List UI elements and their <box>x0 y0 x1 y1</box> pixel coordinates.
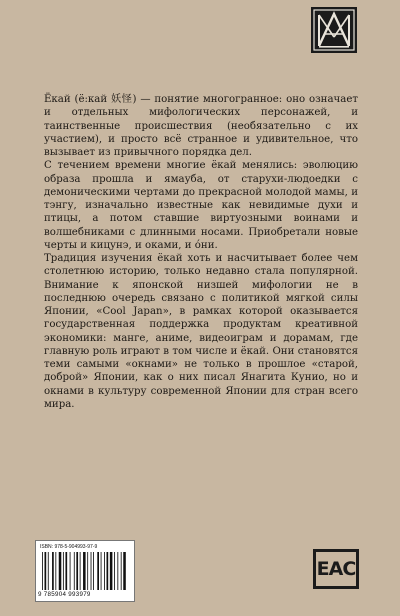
paragraph-3: Традиция изучения ёкай хоть и насчитывает более чем столетнюю историю, только недавно стала популярной. Внимание к японской низшей мифологии не в последнюю очередь связано с политикой мягкой силы Японии, «Cool Japan», в рамках которой оказывается государственная поддержка продуктам креативной экономики: манге, аниме, видеоиграм и дорамам, где главную роль играют в том числе и ёкай. Они становятся теми самыми «окнами» не только в прошлое «старой, доброй» Японии, как о них писал Янагита Кунио, но и окнами в культуру современной Японии для стран всего мира. <box>44 253 358 410</box>
annotation-text <box>44 93 358 411</box>
publisher-logo <box>311 7 357 53</box>
isbn-barcode-block <box>35 540 135 602</box>
paragraph-2: С течением времени многие ёкай менялись: эволюцию образа прошла и ямауба, от старухи-людоедки с демоническими чертами до прекрасной молодой мамы, и тэнгу, изначально известные как невидимые духи и птицы, а потом ставшие виртуозными воинами и волшебниками с длинными носами. Приобретали новые черты и кицунэ, и оками, и óни. <box>44 160 358 251</box>
publisher-monogram-icon <box>311 7 357 53</box>
isbn-label: ISBN: 978-5-904993-97-9 <box>40 544 98 550</box>
barcode-digits: 9 785904 993979 <box>38 591 91 598</box>
eac-certification-icon <box>313 549 359 589</box>
barcode-icon <box>41 552 129 590</box>
eac-mark-text: EAC <box>316 558 356 580</box>
paragraph-1: Ёкай (ё:кай 妖怪) — понятие многогранное: оно означает и отдельных мифологических персонажей, и таинственные происшествия (необязательно с их участием), и просто всё странное и удивительное, что вызывает из привычного порядка дел. <box>44 94 358 158</box>
